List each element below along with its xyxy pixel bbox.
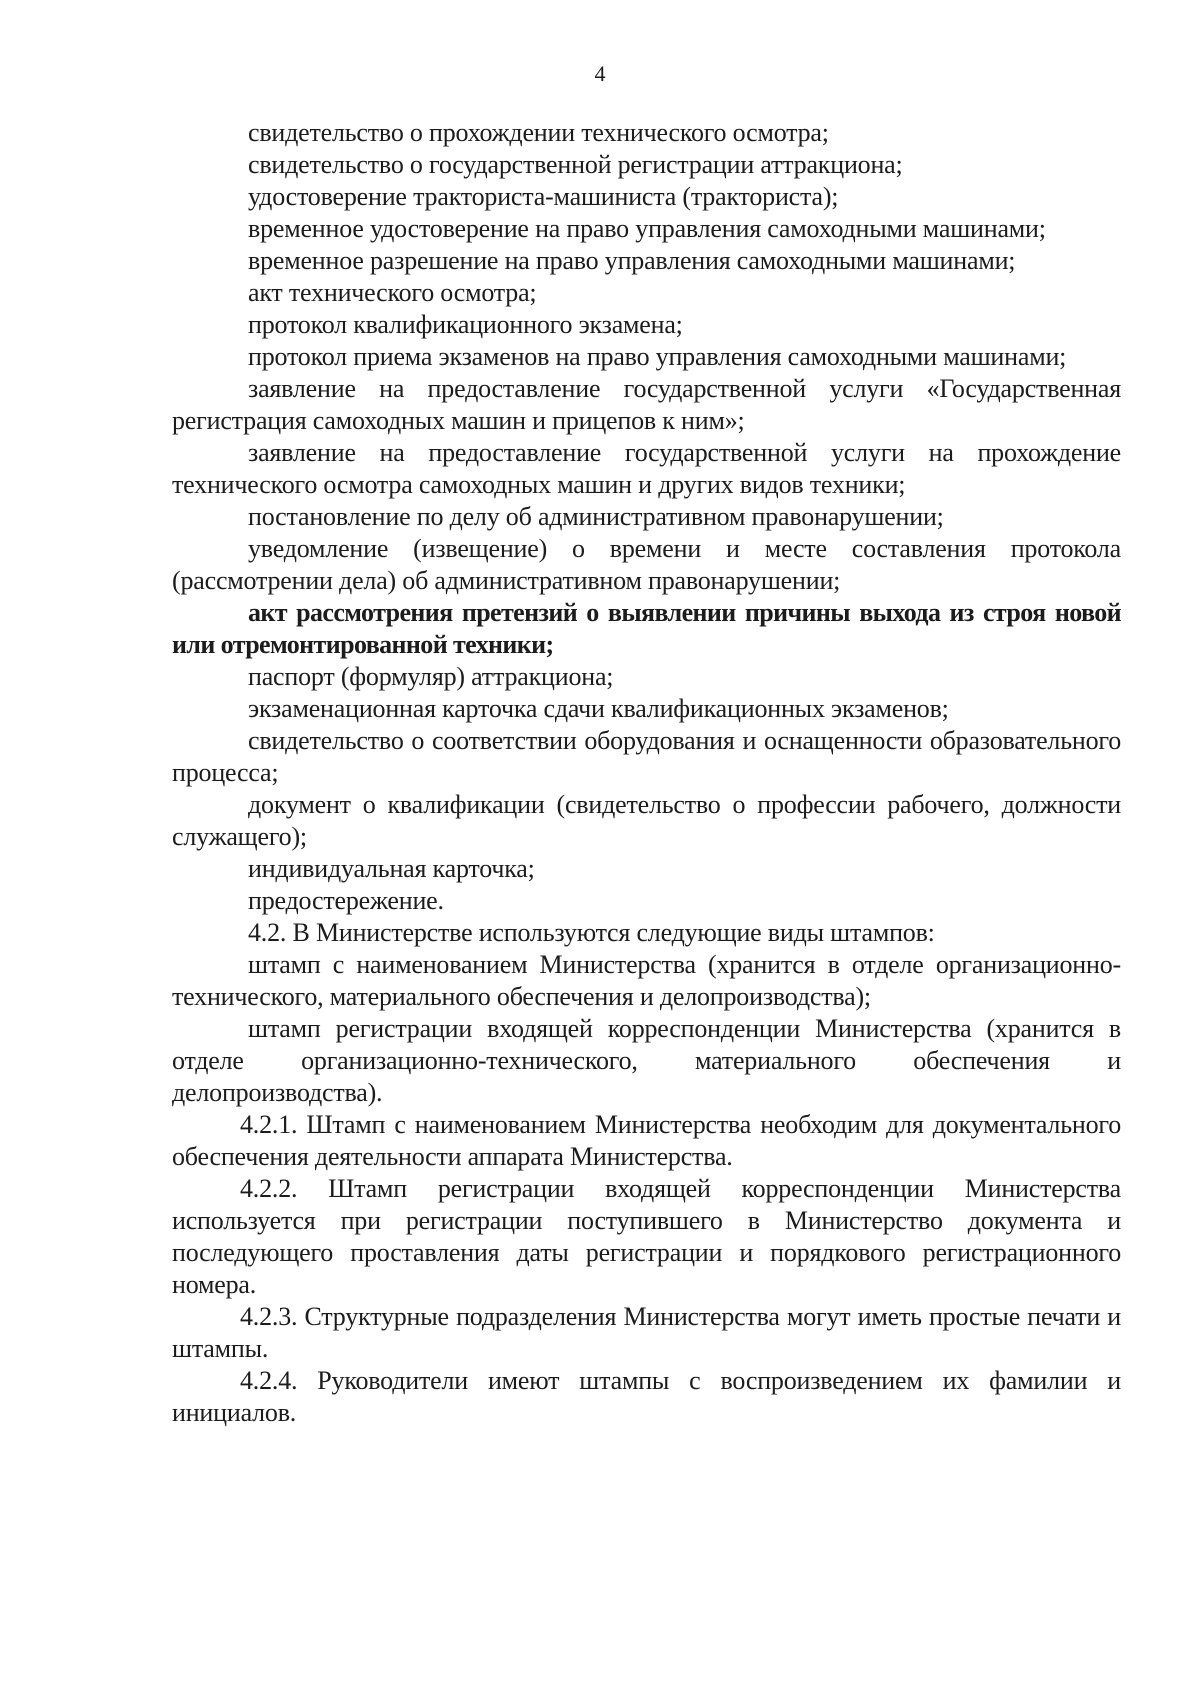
stamp-item: штамп регистрации входящей корреспонденции Министерства (хранится в отделе организационно-технического, материального обеспечения и делопроизводства).: [172, 1014, 1121, 1107]
section-4-2-intro: 4.2. В Министерстве используются следующие виды штампов:: [248, 918, 935, 947]
stamp-item: штамп с наименованием Министерства (хранится в отделе организационно-технического, материального обеспечения и делопроизводства);: [172, 950, 1121, 1011]
list-item: удостоверение тракториста-машиниста (тракториста);: [248, 182, 839, 211]
list-item: экзаменационная карточка сдачи квалификационных экзаменов;: [248, 694, 949, 723]
list-item: протокол квалификационного экзамена;: [248, 310, 683, 339]
list-item: протокол приема экзаменов на право управления самоходными машинами;: [248, 342, 1067, 371]
list-item: уведомление (извещение) о времени и месте составления протокола (рассмотрении дела) об административном правонарушении;: [172, 534, 1121, 595]
list-item: свидетельство о государственной регистрации аттракциона;: [248, 150, 903, 179]
list-item: свидетельство о соответствии оборудования и оснащенности образовательного процесса;: [172, 726, 1121, 787]
list-item: постановление по делу об административном правонарушении;: [248, 502, 944, 531]
paragraph-4-2-2: 4.2.2. Штамп регистрации входящей корреспонденции Министерства используется при регистрации поступившего в Министерство документа и последующего проставления даты регистрации и порядкового регистрационного номера.: [172, 1174, 1121, 1299]
list-item: паспорт (формуляр) аттракциона;: [248, 662, 614, 691]
list-item: предостережение.: [248, 886, 444, 915]
list-item: заявление на предоставление государственной услуги «Государственная регистрация самоходных машин и прицепов к ним»;: [172, 374, 1121, 435]
page-number: 4: [594, 61, 606, 86]
list-item: временное удостоверение на право управления самоходными машинами;: [248, 214, 1046, 243]
paragraph-4-2-4: 4.2.4. Руководители имеют штампы с воспроизведением их фамилии и инициалов.: [172, 1366, 1121, 1427]
list-item: документ о квалификации (свидетельство о профессии рабочего, должности служащего);: [172, 790, 1121, 851]
list-item: свидетельство о прохождении технического осмотра;: [248, 118, 829, 147]
list-item: заявление на предоставление государственной услуги на прохождение технического осмотра самоходных машин и других видов техники;: [172, 438, 1121, 499]
list-item: временное разрешение на право управления самоходными машинами;: [248, 246, 1016, 275]
document-body: [172, 117, 1121, 1429]
list-item: индивидуальная карточка;: [248, 854, 535, 883]
list-item: акт рассмотрения претензий о выявлении причины выхода из строя новой или отремонтированной техники;: [172, 598, 1121, 659]
paragraph-4-2-3: 4.2.3. Структурные подразделения Министерства могут иметь простые печати и штампы.: [172, 1302, 1121, 1363]
list-item: акт технического осмотра;: [248, 278, 537, 307]
paragraph-4-2-1: 4.2.1. Штамп с наименованием Министерства необходим для документального обеспечения деятельности аппарата Министерства.: [172, 1110, 1121, 1171]
